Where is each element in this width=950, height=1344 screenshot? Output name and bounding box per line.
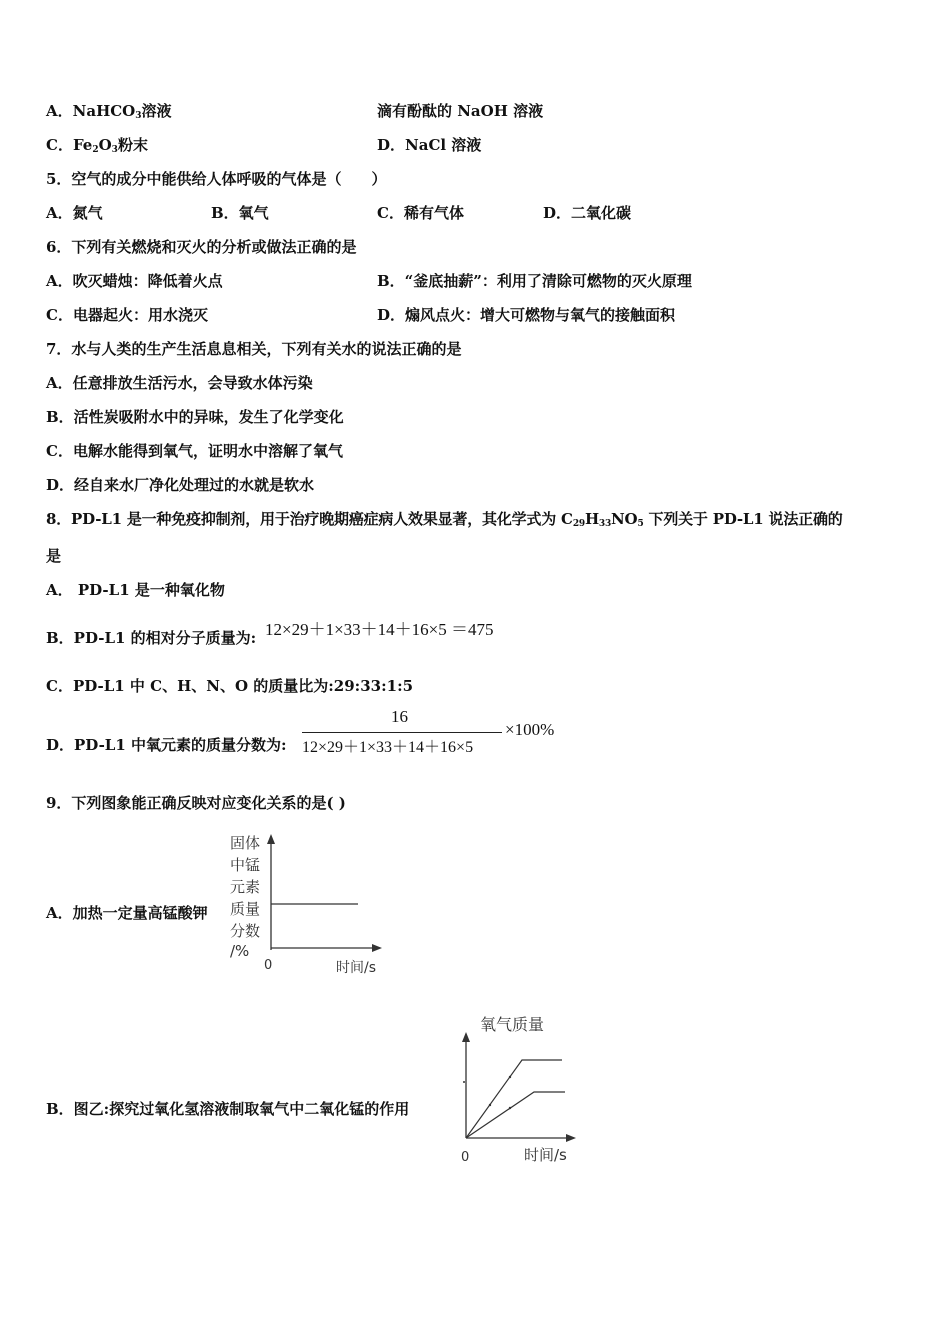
graph-b-xlabel: 时间/s xyxy=(524,1146,567,1164)
graph-a-x-arrow-icon xyxy=(372,944,382,952)
q8-option-d-tail: ×100% xyxy=(505,720,555,739)
q9-stem: 9．下列图象能正确反映对应变化关系的是( ) xyxy=(46,794,346,812)
q8-option-a: A． PD-L1 是一种氧化物 xyxy=(46,581,225,599)
graph-b-ylabel: 氧气质量 xyxy=(480,1015,545,1034)
q5-option-a: A．氮气 xyxy=(46,204,103,222)
graph-a-ylabel-line: 分数 xyxy=(230,922,261,940)
graph-a xyxy=(226,828,396,978)
q7-option-b: B．活性炭吸附水中的异味，发生了化学变化 xyxy=(46,408,344,426)
graph-a-ylabel-line: 固体 xyxy=(230,834,261,852)
graph-b-point xyxy=(509,1107,511,1109)
graph-a-y-arrow-icon xyxy=(267,834,275,844)
graph-b-curve-catalyst xyxy=(466,1060,562,1138)
q6-option-c: C．电器起火：用水浇灭 xyxy=(46,306,208,324)
graph-a-ylabel-line: 质量 xyxy=(230,900,261,918)
q6-stem: 6．下列有关燃烧和灭火的分析或做法正确的是 xyxy=(46,238,357,256)
graph-b-origin: 0 xyxy=(461,1150,470,1165)
q7-option-d: D．经自来水厂净化处理过的水就是软水 xyxy=(46,476,315,494)
graph-b-curve-no-catalyst xyxy=(466,1092,565,1138)
q5-stem: 5．空气的成分中能供给人体呼吸的气体是（ ） xyxy=(46,170,387,188)
q8-option-b-formula: 12×29＋1×33＋14＋16×5 ＝475 xyxy=(265,620,494,639)
q8-option-d-numerator: 16 xyxy=(391,707,408,726)
q7-option-c: C．电解水能得到氧气，证明水中溶解了氧气 xyxy=(46,442,343,460)
graph-a-ylabel-line: /% xyxy=(230,942,250,960)
q6-option-a: A．吹灭蜡烛：降低着火点 xyxy=(46,272,223,290)
q8-stem: 8．PD-L1 是一种免疫抑制剂，用于治疗晚期癌症病人效果显著，其化学式为 $C_{29}H_{33}NO_5$ 下列关于 PD-L1 说法正确的 xyxy=(46,510,843,529)
q8-option-c: C．PD-L1 中 C、H、N、O 的质量比为:29:33:1:5 xyxy=(46,677,414,695)
q7-stem: 7．水与人类的生产生活息息相关，下列有关水的说法正确的是 xyxy=(46,340,462,358)
q4-option-a: A．NaHCO$_3$溶液 xyxy=(46,102,172,121)
q8-option-d-denominator: 12×29＋1×33＋14＋16×5 xyxy=(302,739,474,756)
graph-a-ylabel xyxy=(230,834,260,960)
q4-option-d: D．NaCl 溶液 xyxy=(377,136,482,154)
q8-option-b: B．PD-L1 的相对分子质量为: xyxy=(46,629,257,647)
q8-option-d: D．PD-L1 中氧元素的质量分数为: xyxy=(46,736,287,754)
q9-option-a: A．加热一定量高锰酸钾 xyxy=(46,904,208,922)
q8-option-d-fraction-bar xyxy=(302,732,502,733)
q8-stem-continued: 是 xyxy=(46,547,62,565)
q7-option-a: A．任意排放生活污水，会导致水体污染 xyxy=(46,374,313,392)
graph-a-ylabel-line: 元素 xyxy=(230,878,261,896)
q9-option-b: B．图乙:探究过氧化氢溶液制取氧气中二氧化锰的作用 xyxy=(46,1100,410,1118)
q4-option-b: 滴有酚酞的 NaOH 溶液 xyxy=(377,102,544,120)
q5-option-c: C．稀有气体 xyxy=(377,204,464,222)
graph-a-xlabel: 时间/s xyxy=(336,960,377,976)
graph-a-ylabel-line: 中锰 xyxy=(230,856,261,874)
graph-b-tick xyxy=(463,1081,465,1083)
q6-option-b: B．“釜底抽薪”：利用了清除可燃物的灭火原理 xyxy=(377,272,692,290)
graph-b-y-arrow-icon xyxy=(462,1032,470,1042)
graph-b xyxy=(452,1010,587,1170)
q5-option-d: D．二氧化碳 xyxy=(543,204,632,222)
graph-a-origin: 0 xyxy=(264,958,273,973)
q5-option-b: B．氧气 xyxy=(211,204,269,222)
graph-b-point xyxy=(509,1076,511,1078)
graph-b-point xyxy=(489,1104,491,1106)
q6-option-d: D．煽风点火：增大可燃物与氧气的接触面积 xyxy=(377,306,676,324)
q4-option-c: C．$Fe_2O_3$粉末 xyxy=(46,136,148,155)
graph-b-x-arrow-icon xyxy=(566,1134,576,1142)
